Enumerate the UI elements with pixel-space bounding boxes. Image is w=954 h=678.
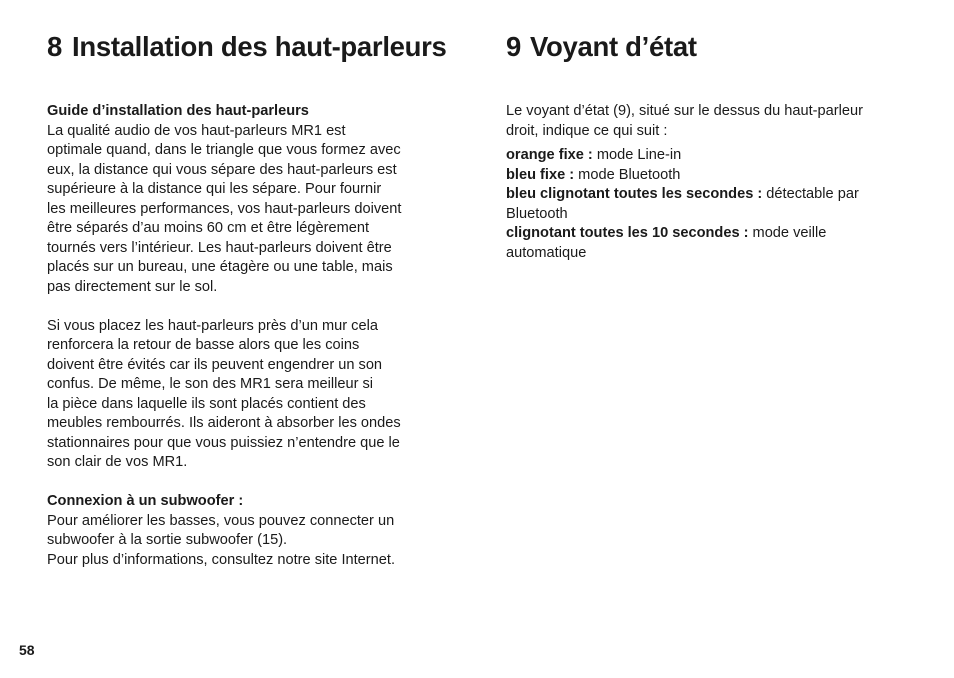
wall-paragraph xyxy=(47,317,401,473)
text-line: tournés vers l’intérieur. Les haut-parleurs doivent être xyxy=(47,239,392,256)
intro-paragraph xyxy=(506,102,863,141)
subwoofer-paragraph xyxy=(47,512,401,571)
text-line: pas directement sur le sol. xyxy=(47,278,218,295)
led-state-blinking-10s: clignotant toutes les 10 secondes : mode veille xyxy=(506,225,827,241)
text-line: eux, la distance qui vous sépare des haut-parleurs est xyxy=(47,161,397,178)
text-line: Le voyant d’état (9), situé sur le dessus du haut-parleur xyxy=(506,103,863,119)
text-line: subwoofer à la sortie subwoofer (15). xyxy=(47,532,288,548)
subwoofer-subtitle: Connexion à un subwoofer : xyxy=(47,493,244,509)
led-state-blue-blinking-cont: Bluetooth xyxy=(506,205,568,222)
text-line: La qualité audio de vos haut-parleurs MR1 est xyxy=(47,122,346,139)
text-line: Si vous placez les haut-parleurs près d’un mur cela xyxy=(47,317,378,334)
text-line: doivent être évités car ils peuvent engendrer un son xyxy=(47,356,383,373)
led-state-blue-blinking: bleu clignotant toutes les secondes : détectable par xyxy=(506,186,859,202)
text-line: stationnaires pour que vous puissiez n’entendre que le xyxy=(47,434,400,451)
guide-paragraph xyxy=(47,122,401,298)
text-line: les meilleures performances, vos haut-parleurs doivent xyxy=(47,200,402,217)
led-state-blue-solid: bleu fixe : mode Bluetooth xyxy=(506,166,681,183)
text-line: être séparés d’au moins 60 cm et être légèrement xyxy=(47,220,370,236)
section-number: 8 xyxy=(47,31,62,62)
led-state-orange: orange fixe : mode Line-in xyxy=(506,147,682,163)
text-line: Pour améliorer les basses, vous pouvez connecter un xyxy=(47,512,395,529)
text-line: Pour plus d’informations, consultez notre site Internet. xyxy=(47,551,395,568)
led-state-list xyxy=(506,146,863,263)
text-line: supérieure à la distance qui les sépare. Pour fournir xyxy=(47,181,382,197)
installation-body xyxy=(47,102,401,570)
text-line: meubles rembourrés. Ils aideront à absorber les ondes xyxy=(47,415,401,431)
text-line: optimale quand, dans le triangle que vous formez avec xyxy=(47,142,401,158)
section-number: 9 xyxy=(506,31,521,62)
text-line: droit, indique ce qui suit : xyxy=(506,122,668,139)
section-title: Installation des haut-parleurs xyxy=(72,31,447,62)
status-led-body xyxy=(506,102,863,263)
led-state-blinking-10s-cont: automatique xyxy=(506,244,587,261)
text-line: placés sur un bureau, une étagère ou une table, mais xyxy=(47,259,393,275)
section-heading-status-led xyxy=(506,30,697,64)
page-number: 58 xyxy=(19,642,35,658)
text-line: la pièce dans laquelle ils sont placés contient des xyxy=(47,395,366,412)
text-line: confus. De même, le son des MR1 sera meilleur si xyxy=(47,376,374,392)
section-title: Voyant d’état xyxy=(530,31,697,62)
text-line: renforcera la retour de basse alors que les coins xyxy=(47,337,360,353)
text-line: son clair de vos MR1. xyxy=(47,454,188,470)
section-heading-installation xyxy=(47,30,447,64)
guide-subtitle: Guide d’installation des haut-parleurs xyxy=(47,103,309,119)
